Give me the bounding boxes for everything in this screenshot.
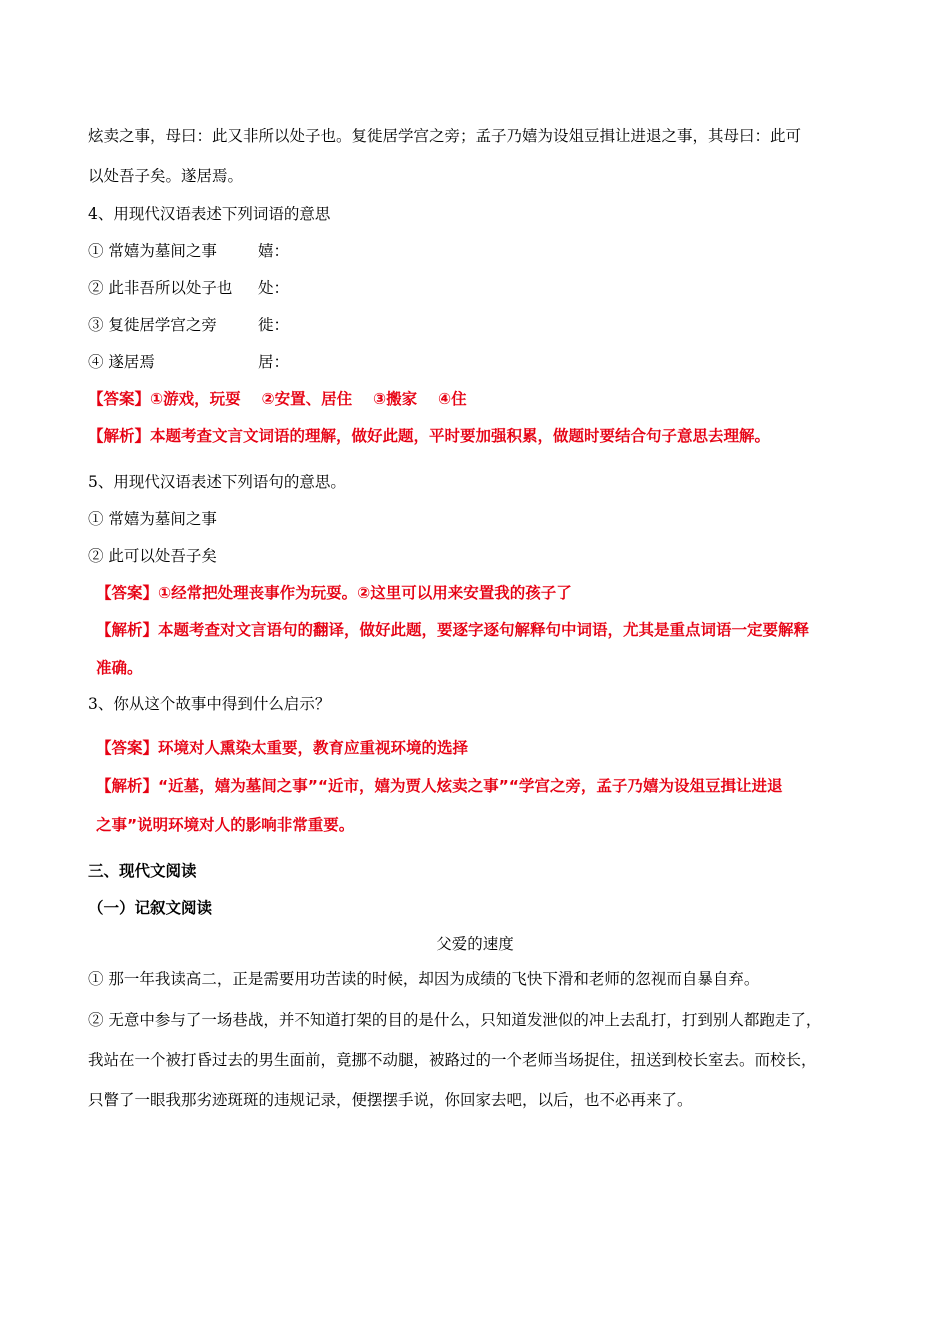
word-item-target: 嬉：	[258, 242, 290, 260]
passage-line: 以处吾子矣。遂居焉。	[88, 167, 244, 185]
analysis-text: 【解析】本题考查文言文词语的理解，做好此题，平时要加强积累，做题时要结合句子意思去理解。	[88, 427, 771, 445]
question-3-title: 3、你从这个故事中得到什么启示？	[88, 695, 331, 713]
word-item	[88, 278, 289, 298]
question-5-title: 5、用现代汉语表述下列语句的意思。	[88, 473, 346, 491]
word-item-target: 居：	[258, 353, 290, 371]
word-item	[88, 352, 289, 372]
analysis-text: 【解析】本题考查对文言语句的翻译，做好此题，要逐字逐句解释句中词语，尤其是重点词语一定要解释	[96, 621, 810, 639]
word-item-phrase: ④ 遂居焉	[88, 353, 155, 371]
word-item	[88, 241, 289, 261]
sentence-item: ① 常嬉为墓间之事	[88, 510, 217, 528]
article-title: 父爱的速度	[436, 935, 514, 953]
analysis-text: 准确。	[96, 659, 143, 677]
section-heading: 三、现代文阅读	[88, 862, 197, 880]
answer-text: 【答案】①经常把处理丧事作为玩耍。②这里可以用来安置我的孩子了	[96, 584, 572, 602]
section-subheading: （一）记叙文阅读	[88, 899, 213, 917]
word-item-phrase: ① 常嬉为墓间之事	[88, 242, 217, 260]
word-item-phrase: ② 此非吾所以处子也	[88, 279, 233, 297]
answer-text: 【答案】①游戏，玩耍 ②安置、居住 ③搬家 ④住	[88, 390, 467, 408]
word-item-target: 徙：	[258, 316, 290, 334]
answer-text: 【答案】环境对人熏染太重要，教育应重视环境的选择	[96, 739, 469, 757]
word-item-target: 处：	[258, 279, 290, 297]
article-paragraph: ② 无意中参与了一场巷战，并不知道打架的目的是什么，只知道发泄似的冲上去乱打，打到别人都跑走了，	[88, 1011, 822, 1029]
word-item	[88, 315, 289, 335]
sentence-item: ② 此可以处吾子矣	[88, 547, 217, 565]
article-paragraph: ① 那一年我读高二，正是需要用功苦读的时候，却因为成绩的飞快下滑和老师的忽视而自暴自弃。	[88, 970, 760, 988]
word-item-phrase: ③ 复徙居学宫之旁	[88, 316, 217, 334]
article-paragraph: 只瞥了一眼我那劣迹斑斑的违规记录，便摆摆手说，你回家去吧，以后，也不必再来了。	[88, 1091, 693, 1109]
analysis-text: 之事”说明环境对人的影响非常重要。	[96, 816, 355, 834]
question-4-title: 4、用现代汉语表述下列词语的意思	[88, 205, 331, 223]
passage-line: 炫卖之事，母曰：此又非所以处子也。复徙居学宫之旁；孟子乃嬉为设俎豆揖让进退之事，其母曰：此可	[88, 127, 802, 145]
analysis-text: 【解析】“近墓，嬉为墓间之事”“近市，嬉为贾人炫卖之事”“学宫之旁，孟子乃嬉为设俎豆揖让进退	[96, 777, 783, 795]
article-paragraph: 我站在一个被打昏过去的男生面前，竟挪不动腿，被路过的一个老师当场捉住，扭送到校长室去。而校长，	[88, 1051, 817, 1069]
